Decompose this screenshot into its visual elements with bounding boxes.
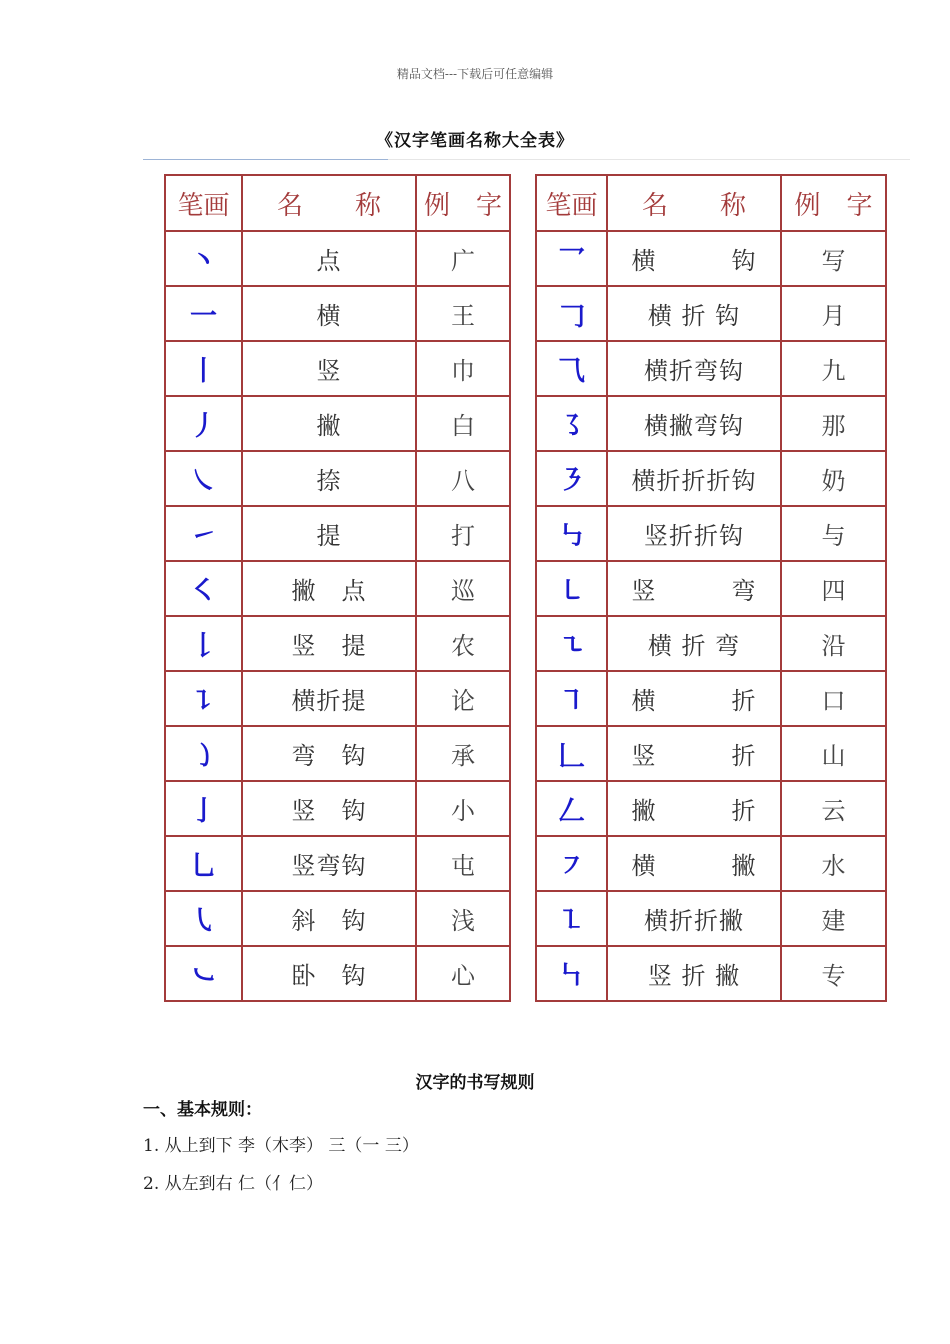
table-row [165,726,886,781]
stroke-glyph: 乚 [165,836,242,891]
column-gap [510,946,536,1001]
example-char: 王 [416,286,510,341]
header-note: 精品文档---下载后可任意编辑 [396,67,554,81]
table-row [165,451,886,506]
table-row [165,781,886,836]
stroke-name: 撇 点 [242,561,416,616]
column-gap [510,396,536,451]
header-example-right: 例 字 [781,175,886,231]
stroke-glyph: 亅 [165,781,242,836]
stroke-glyph: ㇍ [536,616,607,671]
stroke-glyph: ㇉ [536,506,607,561]
example-char: 写 [781,231,886,286]
column-gap [510,286,536,341]
stroke-glyph: 丿 [165,396,242,451]
stroke-name: 横 钩 [607,231,781,286]
example-char: 屯 [416,836,510,891]
stroke-names-table [164,174,887,1002]
example-char: 与 [781,506,886,561]
stroke-glyph: 乛 [536,231,607,286]
stroke-name: 横 折 [607,671,781,726]
example-char: 巡 [416,561,510,616]
table-row [165,891,886,946]
column-gap [510,726,536,781]
stroke-glyph: ㇌ [536,396,607,451]
table-row [165,671,886,726]
column-gap [510,836,536,891]
table-row [165,946,886,1001]
example-char: 承 [416,726,510,781]
example-char: 那 [781,396,886,451]
header-stroke-right: 笔画 [536,175,607,231]
column-gap [510,616,536,671]
stroke-name: 竖 折 撇 [607,946,781,1001]
example-char: 九 [781,341,886,396]
stroke-glyph: 𠃊 [536,726,607,781]
table-row [165,231,886,286]
stroke-name: 横折折撇 [607,891,781,946]
stroke-name: 竖 弯 [607,561,781,616]
stroke-name: 弯 钩 [242,726,416,781]
column-gap [510,341,536,396]
column-gap [510,451,536,506]
example-char: 广 [416,231,510,286]
column-gap [510,175,536,231]
stroke-glyph: 丶 [165,231,242,286]
stroke-glyph: ㇄ [536,561,607,616]
example-char: 农 [416,616,510,671]
table-row [165,286,886,341]
stroke-name: 竖折折钩 [607,506,781,561]
column-gap [510,231,536,286]
stroke-name: 横 撇 [607,836,781,891]
stroke-glyph: 丨 [165,341,242,396]
page-title: 《汉字笔画名称大全表》 [376,131,574,151]
table-row [165,836,886,891]
title-divider [388,159,910,160]
stroke-glyph: ㇊ [165,671,242,726]
stroke-glyph: ㇇ [536,836,607,891]
column-gap [510,781,536,836]
stroke-glyph: ㇞ [536,946,607,1001]
stroke-name: 撇 折 [607,781,781,836]
stroke-glyph: 𠄌 [165,616,242,671]
stroke-glyph: ㇅ [536,891,607,946]
column-gap [510,506,536,561]
rule-item: 1. 从上到下 李（木李） 三（一 三） [143,1136,419,1156]
stroke-name: 竖 钩 [242,781,416,836]
example-char: 建 [781,891,886,946]
stroke-glyph: ㇀ [165,506,242,561]
rule-item: 2. 从左到右 仁（亻仁） [143,1174,324,1194]
column-gap [510,671,536,726]
stroke-glyph: ㇃ [165,946,242,1001]
title-underline [143,159,388,160]
stroke-name: 卧 钩 [242,946,416,1001]
stroke-name: 竖弯钩 [242,836,416,891]
stroke-name: 竖 [242,341,416,396]
stroke-glyph: 𠃋 [536,781,607,836]
example-char: 心 [416,946,510,1001]
table-header-row [165,175,886,231]
header-example-left: 例 字 [416,175,510,231]
column-gap [510,561,536,616]
stroke-glyph: ㇛ [165,561,242,616]
example-char: 小 [416,781,510,836]
stroke-glyph: ⺄ [536,341,607,396]
stroke-name: 竖 提 [242,616,416,671]
stroke-name: 提 [242,506,416,561]
table-row [165,396,886,451]
stroke-name: 横 折 钩 [607,286,781,341]
stroke-name: 竖 折 [607,726,781,781]
stroke-glyph: ㇕ [536,671,607,726]
stroke-name: 横撇弯钩 [607,396,781,451]
stroke-name: 捺 [242,451,416,506]
example-char: 专 [781,946,886,1001]
stroke-name: 横 折 弯 [607,616,781,671]
stroke-glyph: 一 [165,286,242,341]
table-row [165,616,886,671]
stroke-glyph: ㇏ [165,451,242,506]
stroke-name: 横折提 [242,671,416,726]
example-char: 打 [416,506,510,561]
example-char: 巾 [416,341,510,396]
stroke-name: 撇 [242,396,416,451]
example-char: 水 [781,836,886,891]
example-char: 云 [781,781,886,836]
example-char: 白 [416,396,510,451]
stroke-name: 横 [242,286,416,341]
stroke-glyph: 𠃌 [536,286,607,341]
stroke-glyph: ㇁ [165,726,242,781]
column-gap [510,891,536,946]
stroke-name: 斜 钩 [242,891,416,946]
example-char: 四 [781,561,886,616]
stroke-name: 横折弯钩 [607,341,781,396]
example-char: 奶 [781,451,886,506]
header-name-left: 名 称 [242,175,416,231]
table-row [165,561,886,616]
example-char: 山 [781,726,886,781]
table-row [165,341,886,396]
example-char: 论 [416,671,510,726]
stroke-glyph: ㇂ [165,891,242,946]
example-char: 沿 [781,616,886,671]
example-char: 八 [416,451,510,506]
header-name-right: 名 称 [607,175,781,231]
stroke-name: 点 [242,231,416,286]
header-stroke-left: 笔画 [165,175,242,231]
example-char: 月 [781,286,886,341]
sub-heading: 一、基本规则： [143,1100,262,1120]
example-char: 浅 [416,891,510,946]
stroke-glyph: ㇋ [536,451,607,506]
section-title: 汉字的书写规则 [415,1073,535,1093]
stroke-name: 横折折折钩 [607,451,781,506]
table-row [165,506,886,561]
example-char: 口 [781,671,886,726]
